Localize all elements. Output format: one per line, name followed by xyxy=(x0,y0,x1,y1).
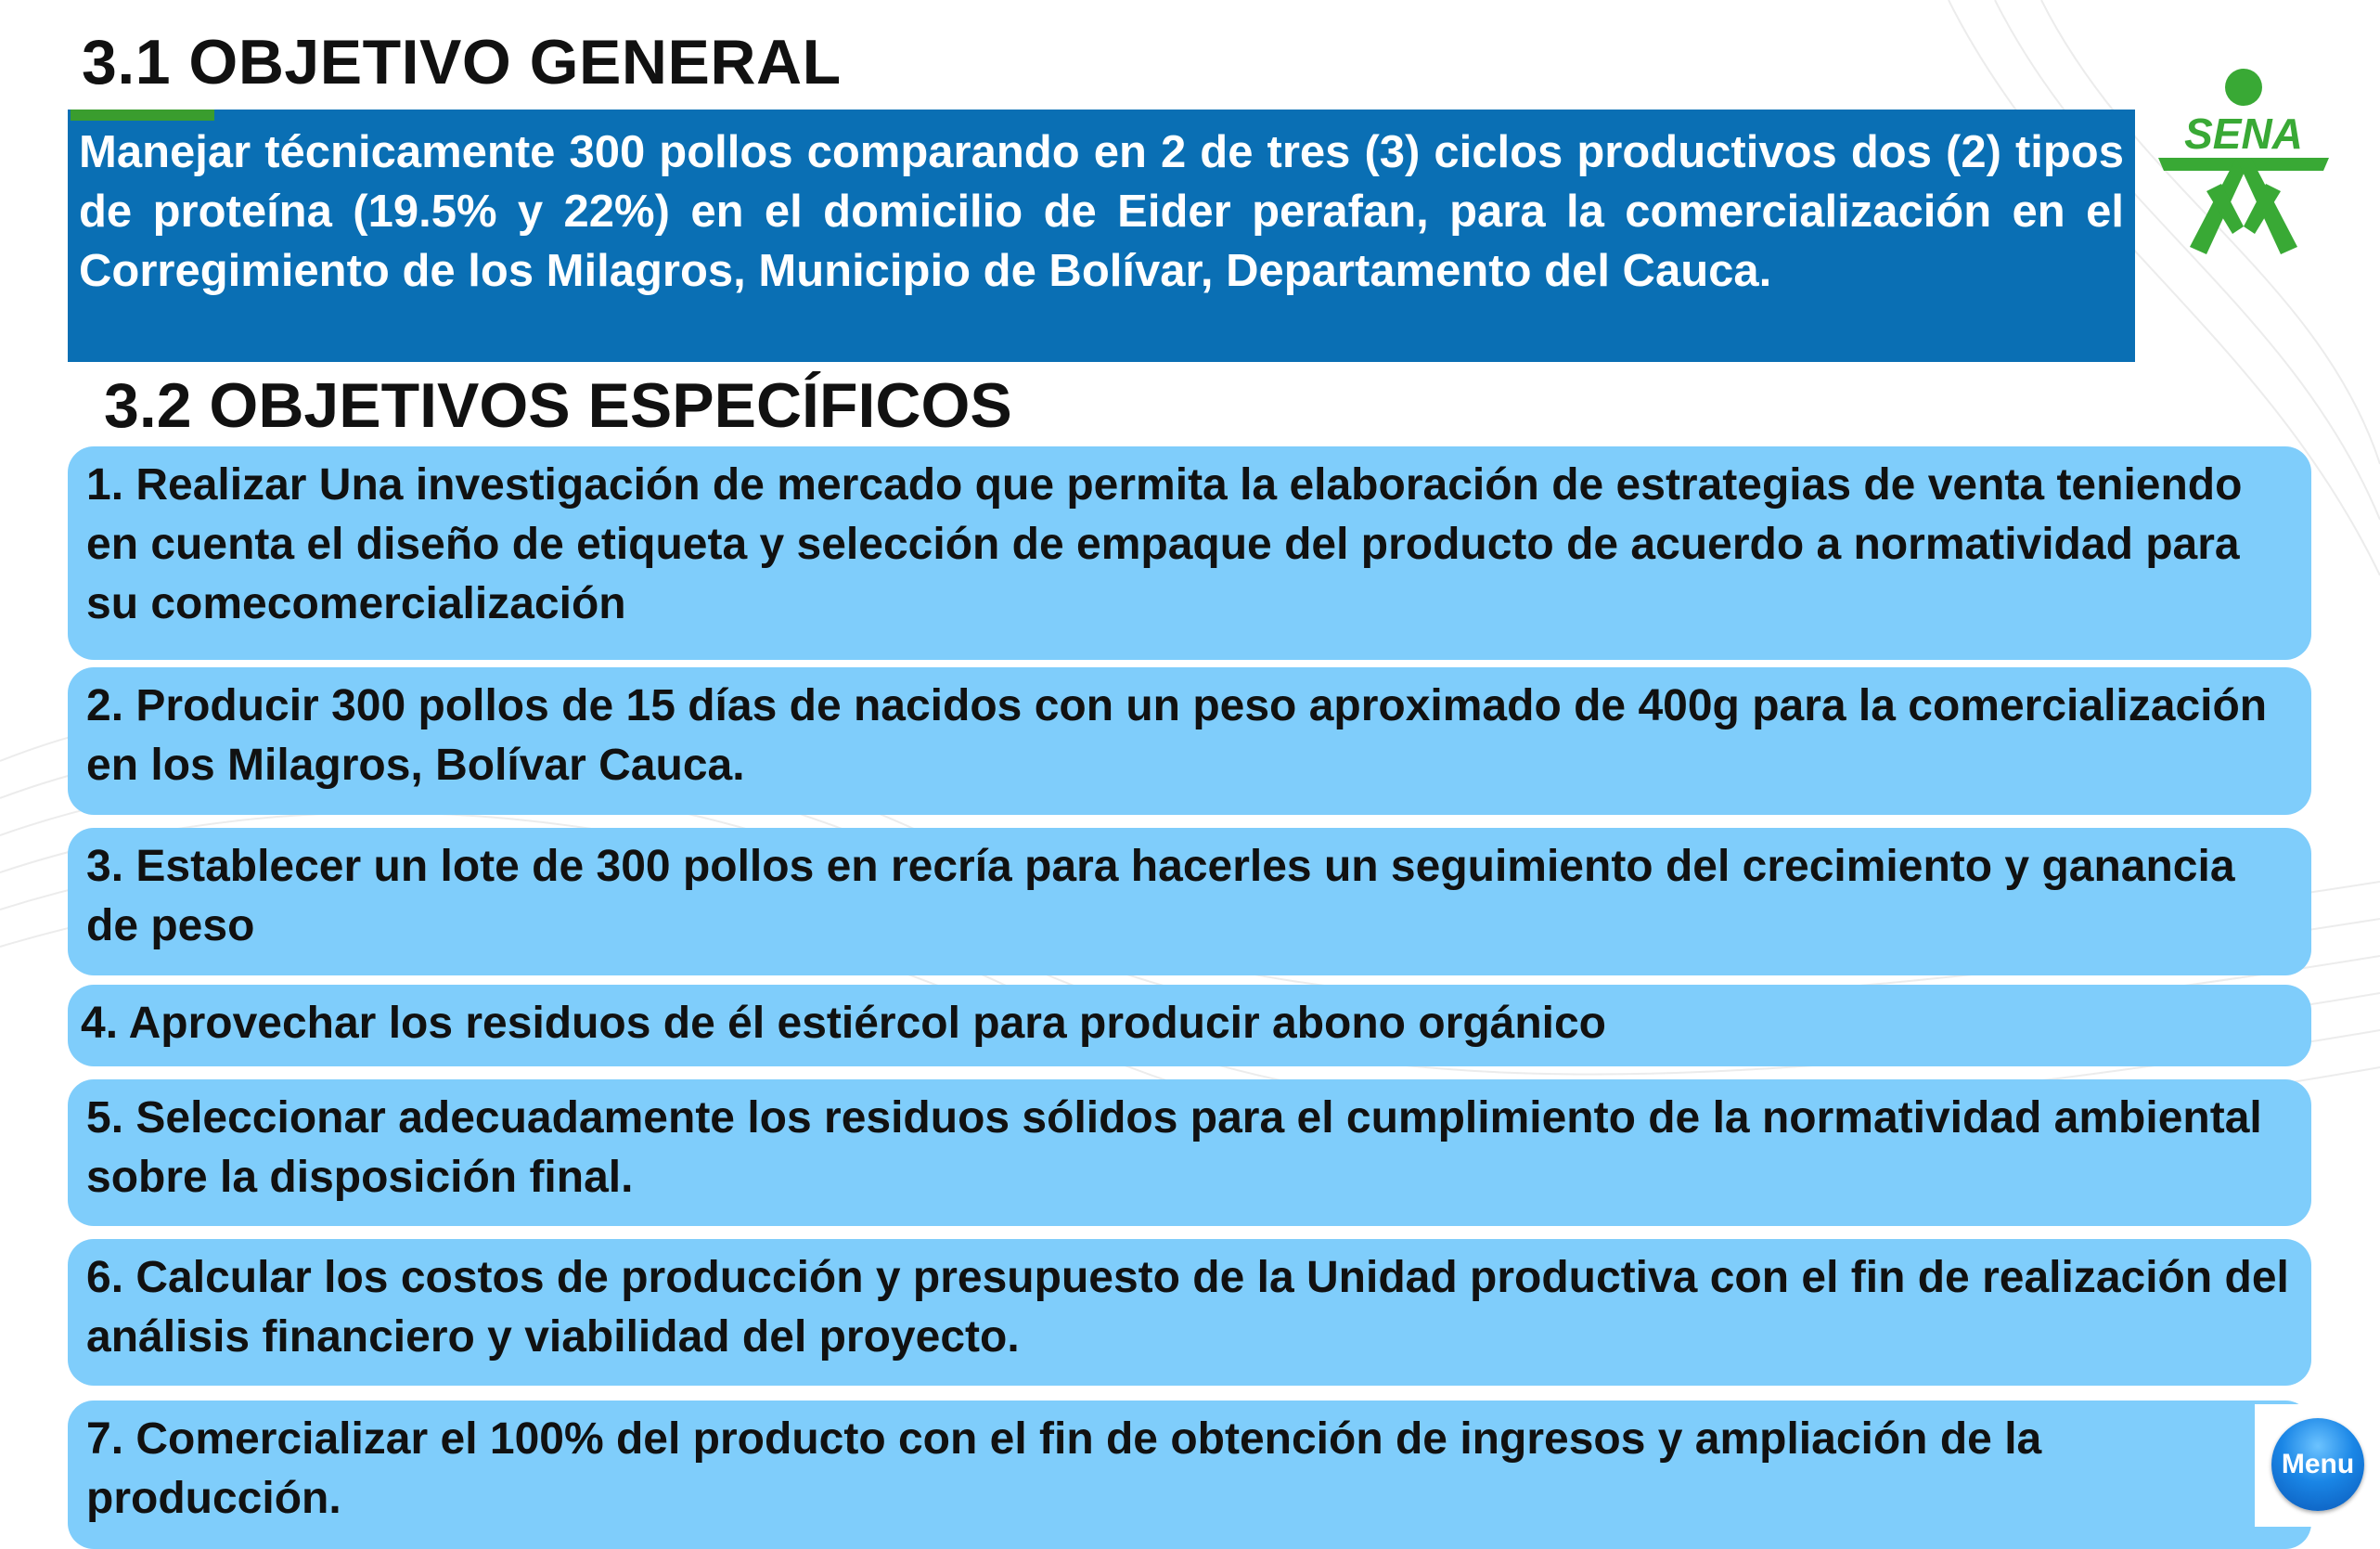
objective-item-2: 2. Producir 300 pollos de 15 días de nacidos con un peso aproximado de 400g para la comercialización en los Milagros, Bolívar Cauca. xyxy=(68,667,2311,815)
sena-logo-icon xyxy=(2151,61,2336,265)
general-objective-heading: 3.1 OBJETIVO GENERAL xyxy=(82,27,842,97)
heading-accent-bar xyxy=(71,110,214,121)
objective-item-4: 4. Aprovechar los residuos de él estiércol para producir abono orgánico xyxy=(68,985,2311,1066)
objective-item-1: 1. Realizar Una investigación de mercado que permita la elaboración de estrategias de venta teniendo en cuenta el diseño de etiqueta y selección de empaque del producto de acuerdo a normatividad para su comecomercialización xyxy=(68,446,2311,660)
sena-logo-text: SENA xyxy=(2184,110,2303,158)
specific-objectives-heading: 3.2 OBJETIVOS ESPECÍFICOS xyxy=(104,370,1012,441)
objective-item-5: 5. Seleccionar adecuadamente los residuos sólidos para el cumplimiento de la normatividad ambiental sobre la disposición final. xyxy=(68,1079,2311,1226)
objective-item-7: 7. Comercializar el 100% del producto con el fin de obtención de ingresos y ampliación de la producción. xyxy=(68,1401,2311,1549)
general-objective-text: Manejar técnicamente 300 pollos comparando en 2 de tres (3) ciclos productivos dos (2) tipos de proteína (19.5% y 22%) en el domicilio de Eider perafan, para la comercialización en el Corregimiento de los Milagros, Municipio de Bolívar, Departamento del Cauca. xyxy=(79,127,2124,296)
menu-button[interactable]: Menu xyxy=(2271,1418,2364,1511)
general-objective-box xyxy=(68,110,2135,362)
objective-item-6: 6. Calcular los costos de producción y presupuesto de la Unidad productiva con el fin de realización del análisis financiero y viabilidad del proyecto. xyxy=(68,1239,2311,1386)
objective-item-3: 3. Establecer un lote de 300 pollos en recría para hacerles un seguimiento del crecimiento y ganancia de peso xyxy=(68,828,2311,975)
